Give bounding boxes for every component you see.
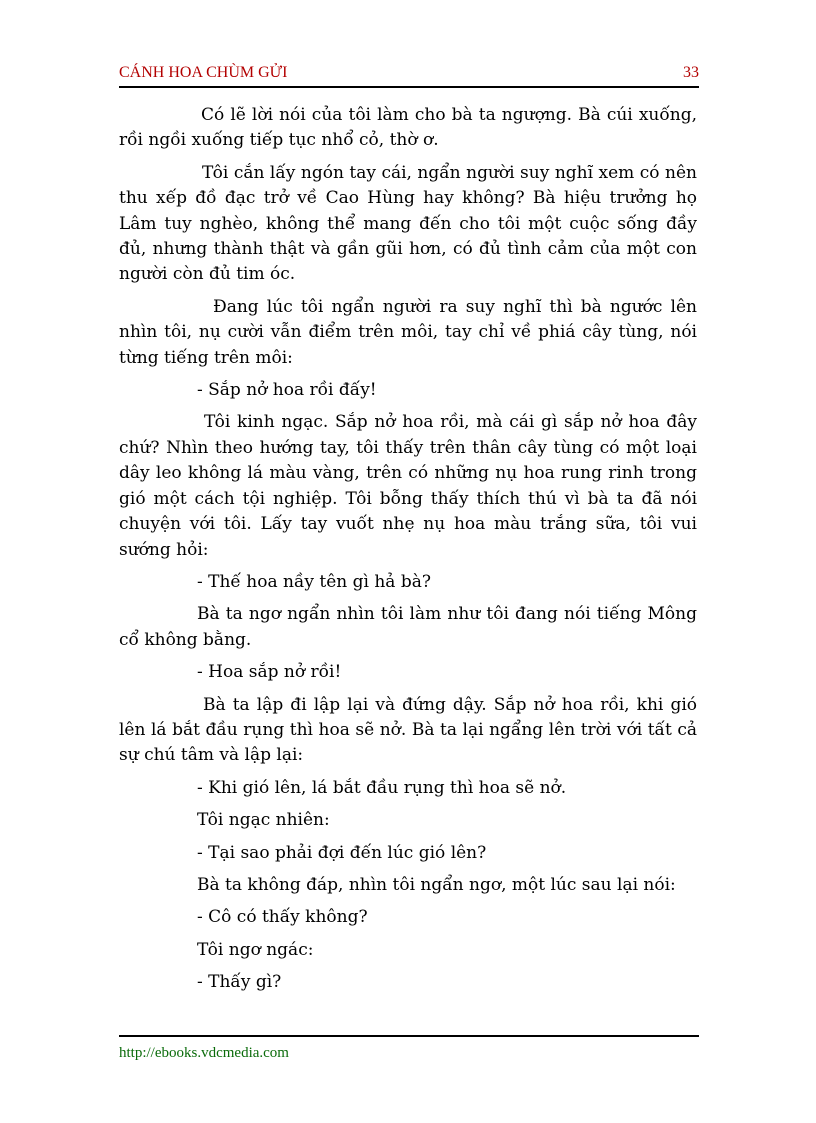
dialogue-line: Bà ta không đáp, nhìn tôi ngẩn ngơ, một lúc sau lại nói: <box>197 874 676 895</box>
paragraph: Bà ta lập đi lập lại và đứng dậy. Sắp nở hoa rồi, khi gió lên lá bắt đầu rụng thì hoa sẽ nở. Bà ta lại ngẩng lên trời với tất cả sự chú tâm và lập lại: <box>119 694 697 766</box>
dialogue-line: - Tại sao phải đợi đến lúc gió lên? <box>197 842 487 863</box>
dialogue-line: Tôi ngơ ngác: <box>197 939 314 960</box>
paragraph: Tôi cắn lấy ngón tay cái, ngẩn người suy nghĩ xem có nên thu xếp đồ đạc trở về Cao Hùng hay không? Bà hiệu trưởng họ Lâm tuy nghèo, không thể mang đến cho tôi một cuộc sống đầy đủ, nhưng thành thật và gần gũi hơn, có đủ tình cảm của một con người còn đủ tim óc. <box>119 162 697 285</box>
paragraph: Bà ta ngơ ngẩn nhìn tôi làm như tôi đang nói tiếng Mông cổ không bằng. <box>119 604 697 650</box>
dialogue-line: - Thế hoa nầy tên gì hả bà? <box>197 571 431 592</box>
header-divider <box>119 86 699 88</box>
page-body <box>119 103 697 1003</box>
footer-divider <box>119 1035 699 1037</box>
dialogue-line: - Thấy gì? <box>197 972 282 993</box>
dialogue-line: - Hoa sắp nở rồi! <box>197 662 342 683</box>
paragraph: Đang lúc tôi ngẩn người ra suy nghĩ thì bà ngước lên nhìn tôi, nụ cười vẫn điểm trên môi, tay chỉ về phiá cây tùng, nói từng tiếng trên môi: <box>119 296 697 368</box>
book-title: CÁNH HOA CHÙM GỬI <box>119 64 288 81</box>
page-header <box>119 64 699 86</box>
dialogue-line: - Cô có thấy không? <box>197 907 368 928</box>
dialogue-line: Tôi ngạc nhiên: <box>197 810 330 831</box>
paragraph: Tôi kinh ngạc. Sắp nở hoa rồi, mà cái gì sắp nở hoa đây chứ? Nhìn theo hướng tay, tôi thấy trên thân cây tùng có một loại dây leo không lá màu vàng, trên có những nụ hoa rung rinh trong gió một cách tội nghiệp. Tôi bỗng thấy thích thú vì bà ta đã nói chuyện với tôi. Lấy tay vuốt nhẹ nụ hoa màu trắng sữa, tôi vui sướng hỏi: <box>119 412 697 560</box>
dialogue-line: - Sắp nở hoa rồi đấy! <box>197 380 377 401</box>
paragraph: Có lẽ lời nói của tôi làm cho bà ta ngượng. Bà cúi xuống, rồi ngồi xuống tiếp tục nhổ cỏ, thờ ơ. <box>119 105 697 151</box>
footer-website-link[interactable]: http://ebooks.vdcmedia.com <box>119 1045 289 1061</box>
dialogue-line: - Khi gió lên, lá bắt đầu rụng thì hoa sẽ nở. <box>197 777 567 798</box>
page-number: 33 <box>683 64 699 81</box>
